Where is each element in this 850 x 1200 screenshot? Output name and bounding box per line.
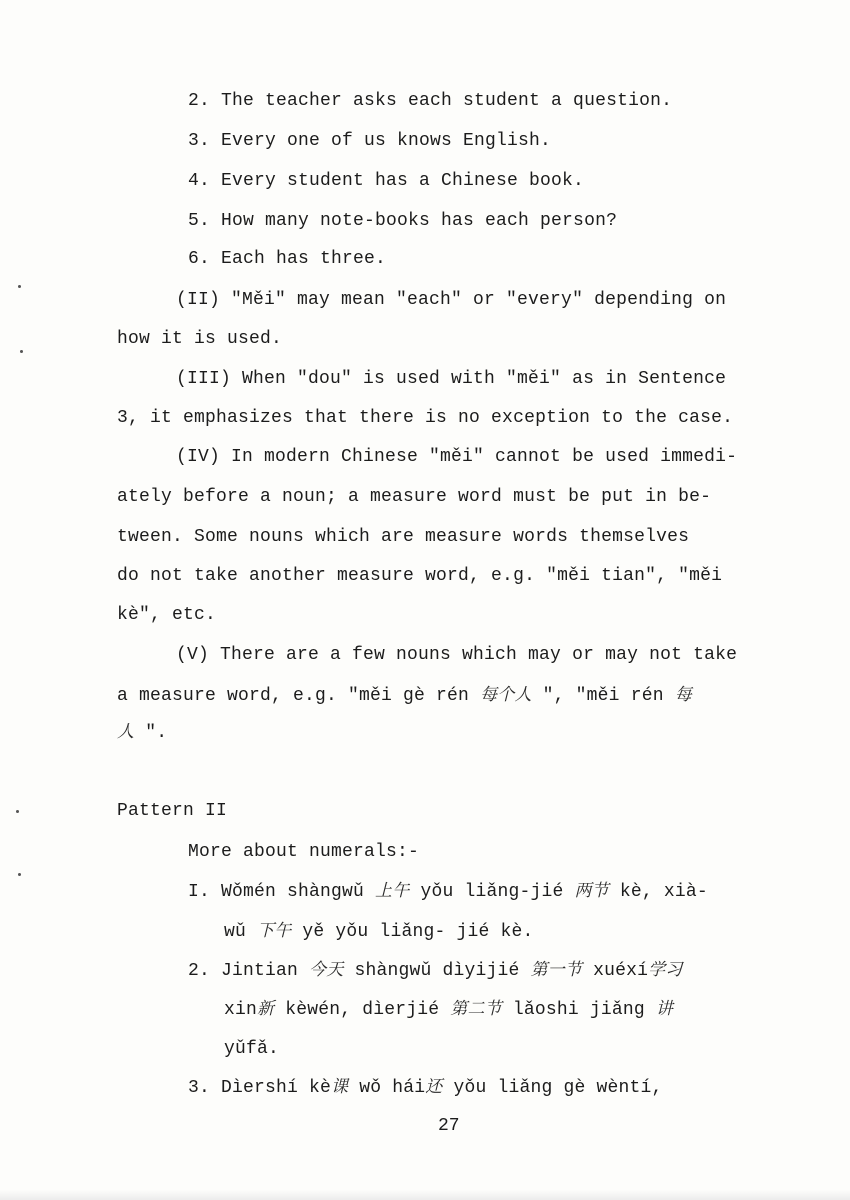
note-v-line-1: (V) There are a few nouns which may or may not take <box>176 645 738 665</box>
note-v-line-3: 人 ". <box>117 722 168 743</box>
example-1-line-1: I. Wǒmén shàngwǔ 上午 yǒu liǎng-jié 两节 kè, xià- <box>188 881 708 902</box>
note-iv-line-4: do not take another measure word, e.g. "měi tian", "měi <box>117 566 723 586</box>
handwritten-chinese: 今天 <box>309 960 344 980</box>
scan-speck <box>18 285 21 288</box>
note-iii-line-2: 3, it emphasizes that there is no exception to the case. <box>117 408 734 428</box>
handwritten-chinese: 第二节 <box>450 999 502 1019</box>
handwritten-chinese: 每个人 <box>480 685 532 705</box>
handwritten-chinese: 下午 <box>257 921 292 941</box>
page-number: 27 <box>438 1116 460 1136</box>
handwritten-chinese: 课 <box>331 1077 349 1097</box>
note-ii-line-2: how it is used. <box>117 329 283 349</box>
scan-speck <box>20 350 23 353</box>
note-v-line-2: a measure word, e.g. "měi gè rén 每个人 ", "měi rén 每 <box>117 685 692 706</box>
handwritten-chinese: 学习 <box>648 960 683 980</box>
section-heading: Pattern II <box>117 801 228 821</box>
scan-speck <box>16 810 19 813</box>
sentence-5: 5. How many note-books has each person? <box>188 211 618 231</box>
scan-bottom-edge <box>0 1190 850 1200</box>
note-iv-line-3: tween. Some nouns which are measure words themselves <box>117 527 690 547</box>
example-3-line-1: 3. Dìershí kè课 wǒ hái还 yǒu liǎng gè wèntí, <box>188 1077 663 1098</box>
handwritten-chinese: 还 <box>425 1077 443 1097</box>
section-intro: More about numerals:- <box>188 842 420 862</box>
note-iv-line-1: (IV) In modern Chinese "měi" cannot be used immedi- <box>176 447 738 467</box>
sentence-3: 3. Every one of us knows English. <box>188 131 552 151</box>
note-iii-line-1: (III) When "dou" is used with "měi" as in Sentence <box>176 369 727 389</box>
sentence-4: 4. Every student has a Chinese book. <box>188 171 585 191</box>
note-ii-line-1: (II) "Měi" may mean "each" or "every" depending on <box>176 290 727 310</box>
sentence-6: 6. Each has three. <box>188 249 387 269</box>
example-2-line-2: xin新 kèwén, dìerjié 第二节 lǎoshi jiǎng 讲 <box>224 999 674 1020</box>
handwritten-chinese: 两节 <box>574 881 609 901</box>
handwritten-chinese: 上午 <box>375 881 410 901</box>
handwritten-chinese: 讲 <box>655 999 674 1019</box>
sentence-2: 2. The teacher asks each student a question. <box>188 91 673 111</box>
handwritten-chinese: 第一节 <box>530 960 583 980</box>
note-iv-line-5: kè", etc. <box>117 605 217 625</box>
handwritten-chinese: 每 <box>674 685 692 705</box>
note-iv-line-2: ately before a noun; a measure word must be put in be- <box>117 487 712 507</box>
scan-speck <box>18 873 21 876</box>
handwritten-chinese: 人 <box>117 722 135 742</box>
handwritten-chinese: 新 <box>257 999 275 1019</box>
example-2-line-3: yǔfǎ. <box>224 1039 280 1059</box>
example-1-line-2: wǔ 下午 yě yǒu liǎng- jié kè. <box>224 921 534 942</box>
example-2-line-1: 2. Jintian 今天 shàngwǔ dìyijié 第一节 xuéxí学习 <box>188 960 683 981</box>
